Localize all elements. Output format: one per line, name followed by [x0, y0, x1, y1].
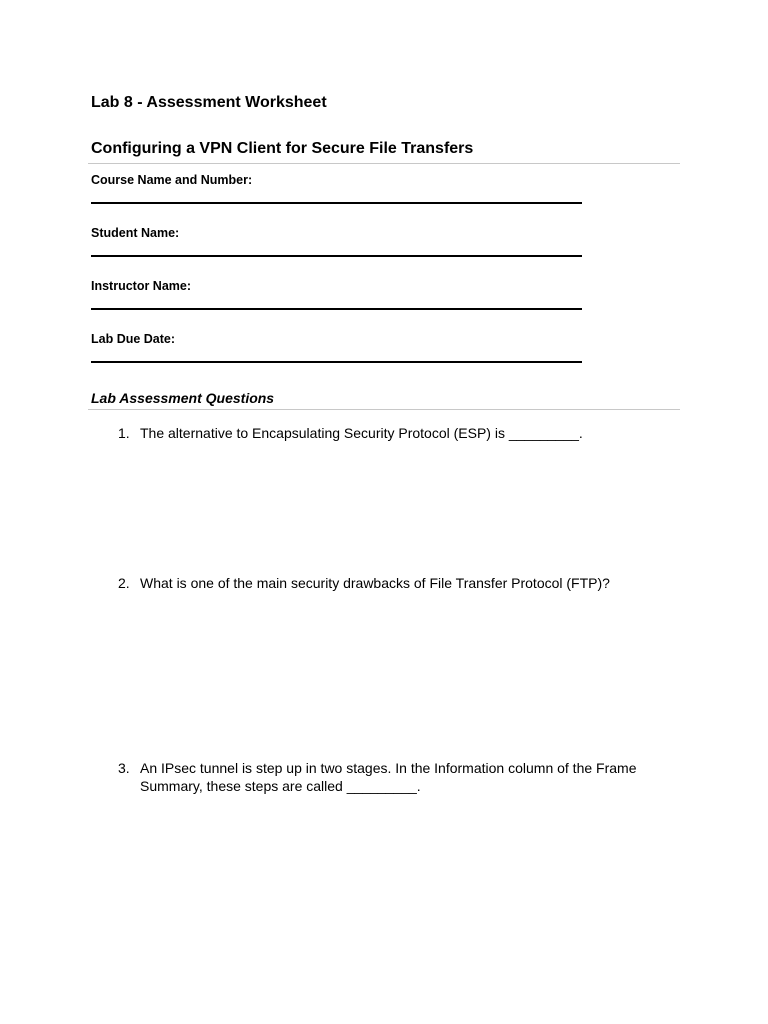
- lab-due-date-field[interactable]: [91, 361, 582, 363]
- course-name-field[interactable]: [91, 202, 582, 204]
- question-number: 2.: [118, 575, 130, 591]
- question-text: What is one of the main security drawbacks of File Transfer Protocol (FTP)?: [140, 575, 610, 591]
- question-text: An IPsec tunnel is step up in two stages. In the Information column of the Frame Summary, these steps are called _________.: [140, 760, 637, 794]
- section-heading: Lab Assessment Questions: [91, 390, 275, 406]
- question-item: [118, 759, 658, 795]
- question-item: [118, 574, 678, 592]
- question-text: The alternative to Encapsulating Security Protocol (ESP) is _________.: [140, 425, 583, 441]
- subtitle-divider: [88, 163, 680, 164]
- instructor-name-label: Instructor Name:: [91, 279, 192, 293]
- student-name-field[interactable]: [91, 255, 582, 257]
- question-item: [118, 424, 678, 442]
- course-name-label: Course Name and Number:: [91, 173, 253, 187]
- question-number: 1.: [118, 425, 130, 441]
- section-divider: [88, 409, 680, 410]
- student-name-label: Student Name:: [91, 226, 180, 240]
- question-number: 3.: [118, 760, 130, 776]
- page-title: Lab 8 - Assessment Worksheet: [91, 94, 327, 111]
- lab-due-date-label: Lab Due Date:: [91, 332, 176, 346]
- page-subtitle: Configuring a VPN Client for Secure File Transfers: [91, 140, 474, 157]
- instructor-name-field[interactable]: [91, 308, 582, 310]
